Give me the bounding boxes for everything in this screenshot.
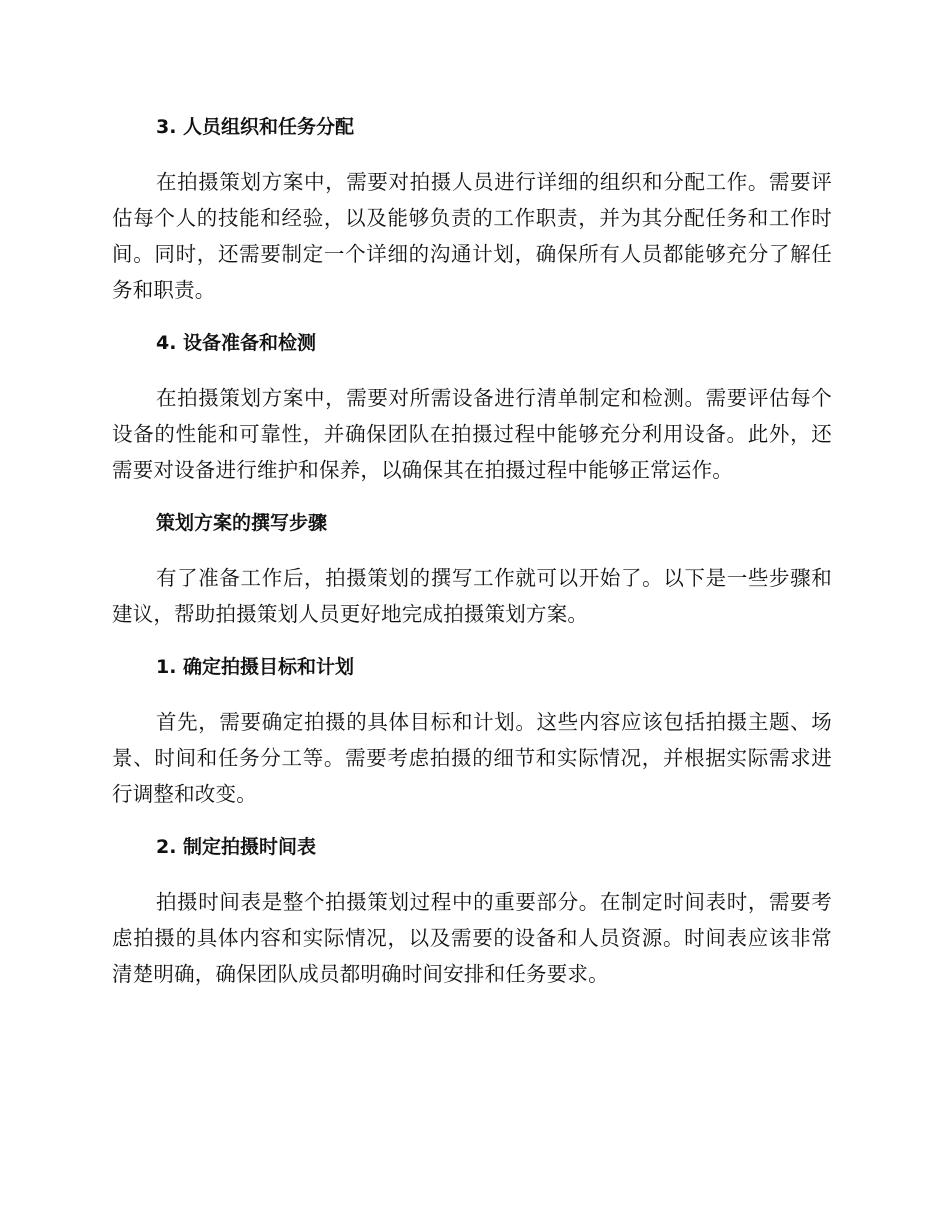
body-paragraph: 有了准备工作后，拍摄策划的撰写工作就可以开始了。以下是一些步骤和建议，帮助拍摄策划人员更好地完成拍摄策划方案。: [112, 566, 832, 626]
body-paragraph: 在拍摄策划方案中，需要对所需设备进行清单制定和检测。需要评估每个设备的性能和可靠性，并确保团队在拍摄过程中能够充分利用设备。此外，还需要对设备进行维护和保养，以确保其在拍摄过程中能够正常运作。: [112, 386, 832, 482]
spacer: [112, 632, 832, 650]
body-paragraph: 首先，需要确定拍摄的具体目标和计划。这些内容应该包括拍摄主题、场景、时间和任务分工等。需要考虑拍摄的细节和实际情况，并根据实际需求进行调整和改变。: [112, 710, 832, 806]
section-heading: 2. 制定拍摄时间表: [156, 836, 317, 858]
spacer: [112, 812, 832, 830]
section-heading: 1. 确定拍摄目标和计划: [156, 656, 355, 678]
spacer: [112, 488, 832, 506]
section-heading: 3. 人员组织和任务分配: [156, 116, 355, 138]
section-heading: 4. 设备准备和检测: [156, 332, 317, 354]
body-paragraph: 在拍摄策划方案中，需要对拍摄人员进行详细的组织和分配工作。需要评估每个人的技能和经验，以及能够负责的工作职责，并为其分配任务和工作时间。同时，还需要制定一个详细的沟通计划，确保所有人员都能够充分了解任务和职责。: [112, 170, 832, 302]
spacer: [112, 360, 832, 380]
spacer: [112, 308, 832, 326]
spacer: [112, 144, 832, 164]
spacer: [112, 864, 832, 884]
body-paragraph: 拍摄时间表是整个拍摄策划过程中的重要部分。在制定时间表时，需要考虑拍摄的具体内容和实际情况，以及需要的设备和人员资源。时间表应该非常清楚明确，确保团队成员都明确时间安排和任务要求。: [112, 890, 832, 986]
spacer: [112, 684, 832, 704]
section-heading: 策划方案的撰写步骤: [156, 512, 328, 534]
spacer: [112, 540, 832, 560]
